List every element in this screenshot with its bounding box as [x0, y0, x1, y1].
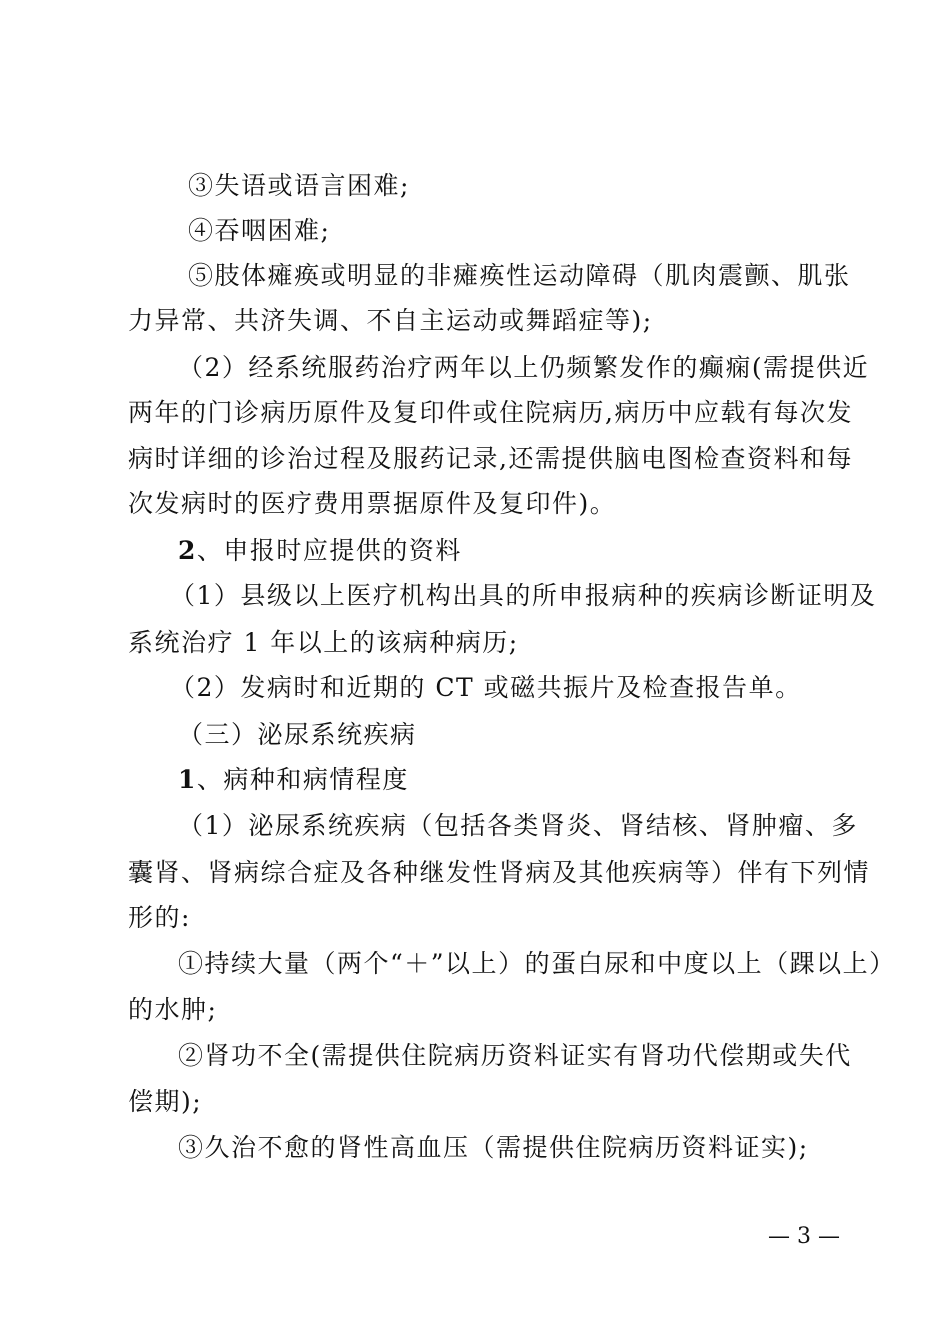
- heading-number: 2: [178, 536, 197, 565]
- text-line: [128, 486, 838, 522]
- line-text: 系统治疗 1 年以上的该病种病历;: [128, 628, 519, 657]
- line-text: 两年的门诊病历原件及复印件或住院病历,病历中应载有每次发: [128, 398, 853, 427]
- text-line: [178, 946, 896, 982]
- text-line: [170, 578, 877, 614]
- section-heading: [178, 717, 888, 753]
- line-text: ③久治不愈的肾性高血压（需提供住院病历资料证实);: [178, 1133, 809, 1162]
- text-line: [128, 1084, 838, 1120]
- text-line: [188, 168, 898, 204]
- text-line: [128, 303, 838, 339]
- text-line: [188, 258, 851, 294]
- text-line: [178, 808, 858, 844]
- text-line: [178, 1130, 888, 1166]
- text-line: [128, 625, 838, 661]
- text-line: [128, 992, 838, 1028]
- text-line: [128, 900, 838, 936]
- line-text: ⑤肢体瘫痪或明显的非瘫痪性运动障碍（肌肉震颤、肌张: [188, 261, 851, 290]
- text-line: [178, 350, 870, 386]
- line-text: 病时详细的诊治过程及服药记录,还需提供脑电图检查资料和每: [128, 444, 853, 473]
- heading-text: 、申报时应提供的资料: [196, 536, 462, 565]
- line-text: ②肾功不全(需提供住院病历资料证实有肾功代偿期或失代: [178, 1041, 852, 1070]
- section-heading: [178, 533, 888, 569]
- heading-number: 1: [178, 765, 197, 794]
- line-text: 的水肿;: [128, 995, 218, 1024]
- page-number: — 3 —: [768, 1224, 840, 1249]
- text-line: [170, 670, 880, 706]
- heading-text: 、病种和病情程度: [196, 765, 409, 794]
- text-line: [128, 395, 853, 431]
- heading-text: （三）泌尿系统疾病: [178, 720, 417, 749]
- line-text: 力异常、共济失调、不自主运动或舞蹈症等);: [128, 306, 653, 335]
- text-line: [128, 855, 871, 891]
- line-text: （1）泌尿系统疾病（包括各类肾炎、肾结核、肾肿瘤、多: [178, 811, 858, 840]
- line-text: （2）发病时和近期的 CT 或磁共振片及检查报告单。: [170, 673, 802, 702]
- line-text: 囊肾、肾病综合症及各种继发性肾病及其他疾病等）伴有下列情: [128, 858, 871, 887]
- text-line: [128, 441, 853, 477]
- line-text: 次发病时的医疗费用票据原件及复印件)。: [128, 489, 617, 518]
- text-line: [188, 213, 898, 249]
- line-text: ③失语或语言困难;: [188, 171, 410, 200]
- text-line: [178, 1038, 852, 1074]
- line-text: ④吞咽困难;: [188, 216, 331, 245]
- line-text: 偿期);: [128, 1087, 203, 1116]
- section-heading: [178, 762, 888, 798]
- line-text: （1）县级以上医疗机构出具的所申报病种的疾病诊断证明及: [170, 581, 877, 610]
- line-text: 形的:: [128, 903, 191, 932]
- line-text: ①持续大量（两个“＋”以上）的蛋白尿和中度以上（踝以上）: [178, 949, 896, 978]
- line-text: （2）经系统服药治疗两年以上仍频繁发作的癫痫(需提供近: [178, 353, 870, 382]
